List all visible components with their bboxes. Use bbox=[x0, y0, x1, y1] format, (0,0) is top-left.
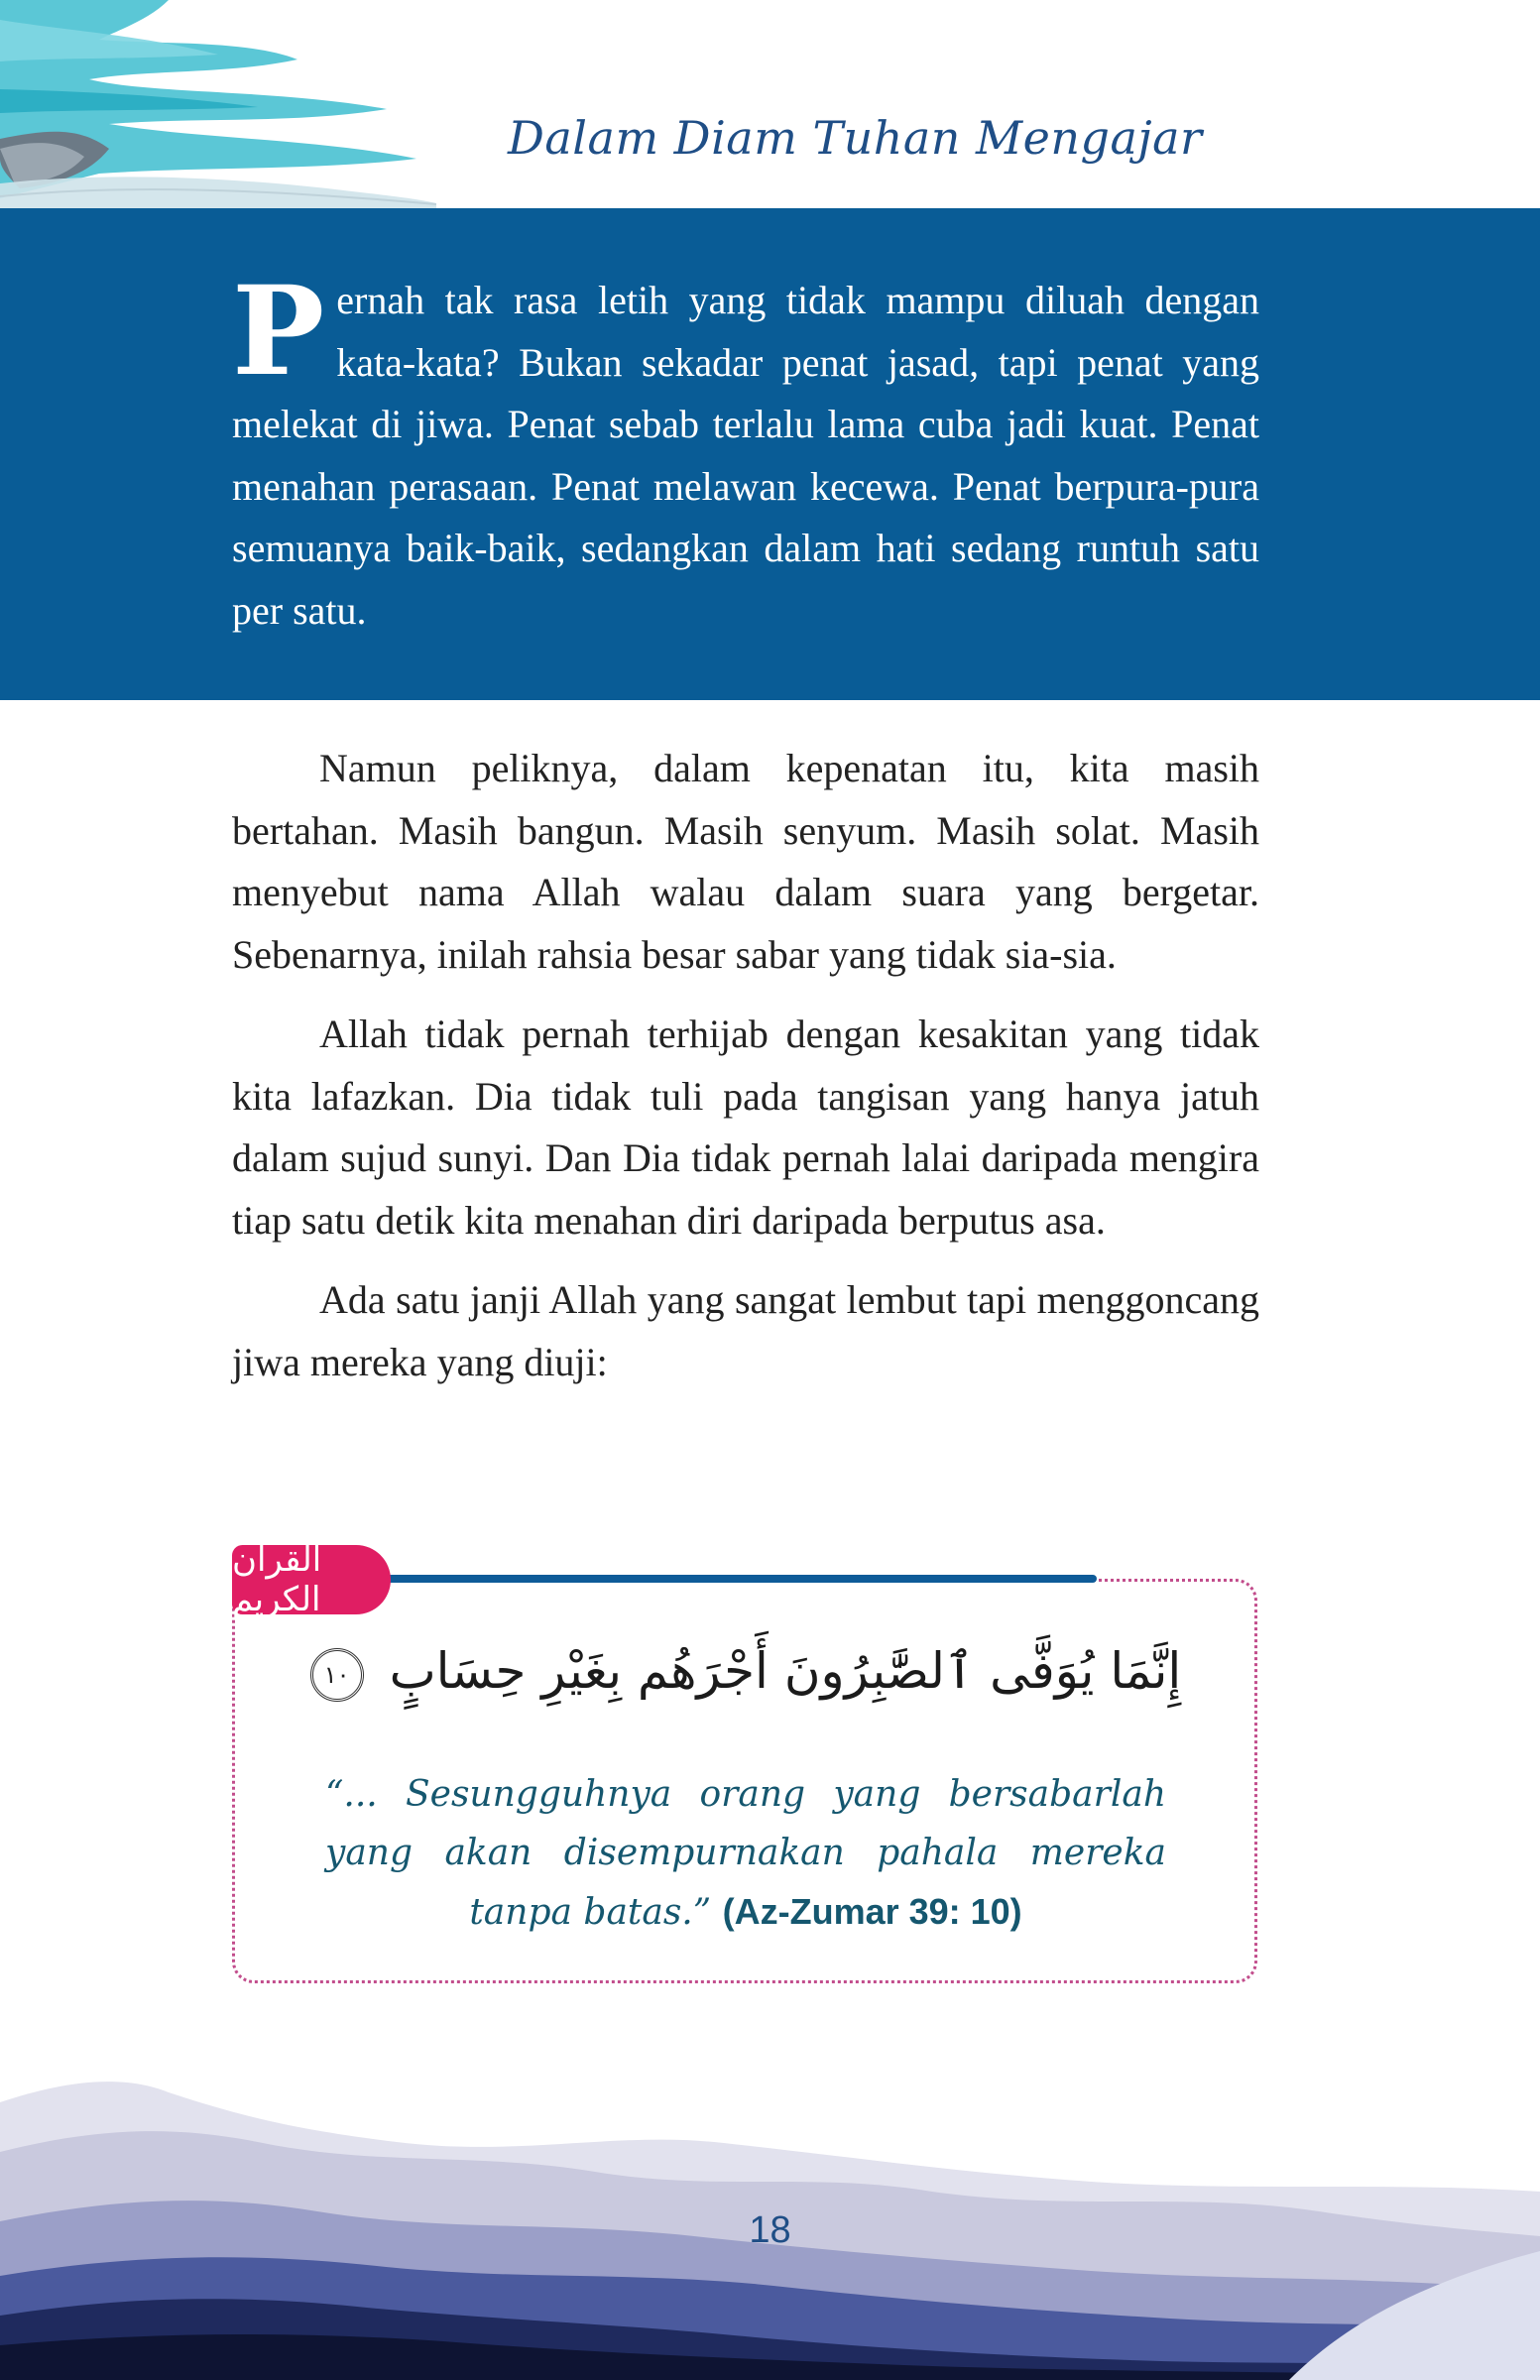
body-text bbox=[232, 738, 1259, 1411]
page-number: 18 bbox=[749, 2209, 791, 2251]
paragraph-3: Ada satu janji Allah yang sangat lembut tapi menggoncang jiwa mereka yang diuji: bbox=[232, 1277, 1259, 1384]
translation-text: “... Sesungguhnya orang yang bersabarlah yang akan disempurnakan pahala mereka tanpa batas.” bbox=[325, 1774, 1166, 1933]
arabic-text: إِنَّمَا يُوَفَّى ٱلصَّٰبِرُونَ أَجْرَهُم بِغَيْرِ حِسَابٍ bbox=[389, 1642, 1182, 1700]
paragraph-1: Namun peliknya, dalam kepenatan itu, kita masih bertahan. Masih bangun. Masih senyum. Masih solat. Masih menyebut nama Allah walau dalam suara yang bergetar. Sebenarnya, inilah rahsia besar sabar yang tidak sia-sia. bbox=[232, 746, 1259, 977]
wave-illustration bbox=[0, 0, 436, 208]
quran-header-line bbox=[377, 1575, 1097, 1583]
arabic-verse bbox=[258, 1642, 1234, 1702]
quran-badge: القرآن الكريم bbox=[232, 1545, 391, 1614]
paragraph-2: Allah tidak pernah terhijab dengan kesakitan yang tidak kita lafazkan. Dia tidak tuli pada tangisan yang hanya jatuh dalam sujud sunyi. Dan Dia tidak pernah lalai daripada mengira tiap satu detik kita menahan diri daripada berputus asa. bbox=[232, 1012, 1259, 1243]
ayah-number-marker: ١٠ bbox=[310, 1648, 364, 1702]
verse-translation bbox=[325, 1765, 1166, 1942]
drop-cap: P bbox=[232, 260, 325, 404]
intro-text: ernah tak rasa letih yang tidak mampu diluah dengan kata-kata? Bukan sekadar penat jasad, tapi penat yang melekat di jiwa. Penat sebab terlalu lama cuba jadi kuat. Penat menahan perasaan. Penat melawan kecewa. Penat berpura-pura semuanya baik-baik, sedangkan dalam hati sedang runtuh satu per satu. bbox=[232, 278, 1259, 633]
book-title: Dalam Diam Tuhan Mengajar bbox=[508, 111, 1203, 165]
verse-reference: (Az-Zumar 39: 10) bbox=[722, 1891, 1022, 1932]
page-header bbox=[0, 0, 1540, 208]
intro-paragraph bbox=[232, 260, 1259, 642]
